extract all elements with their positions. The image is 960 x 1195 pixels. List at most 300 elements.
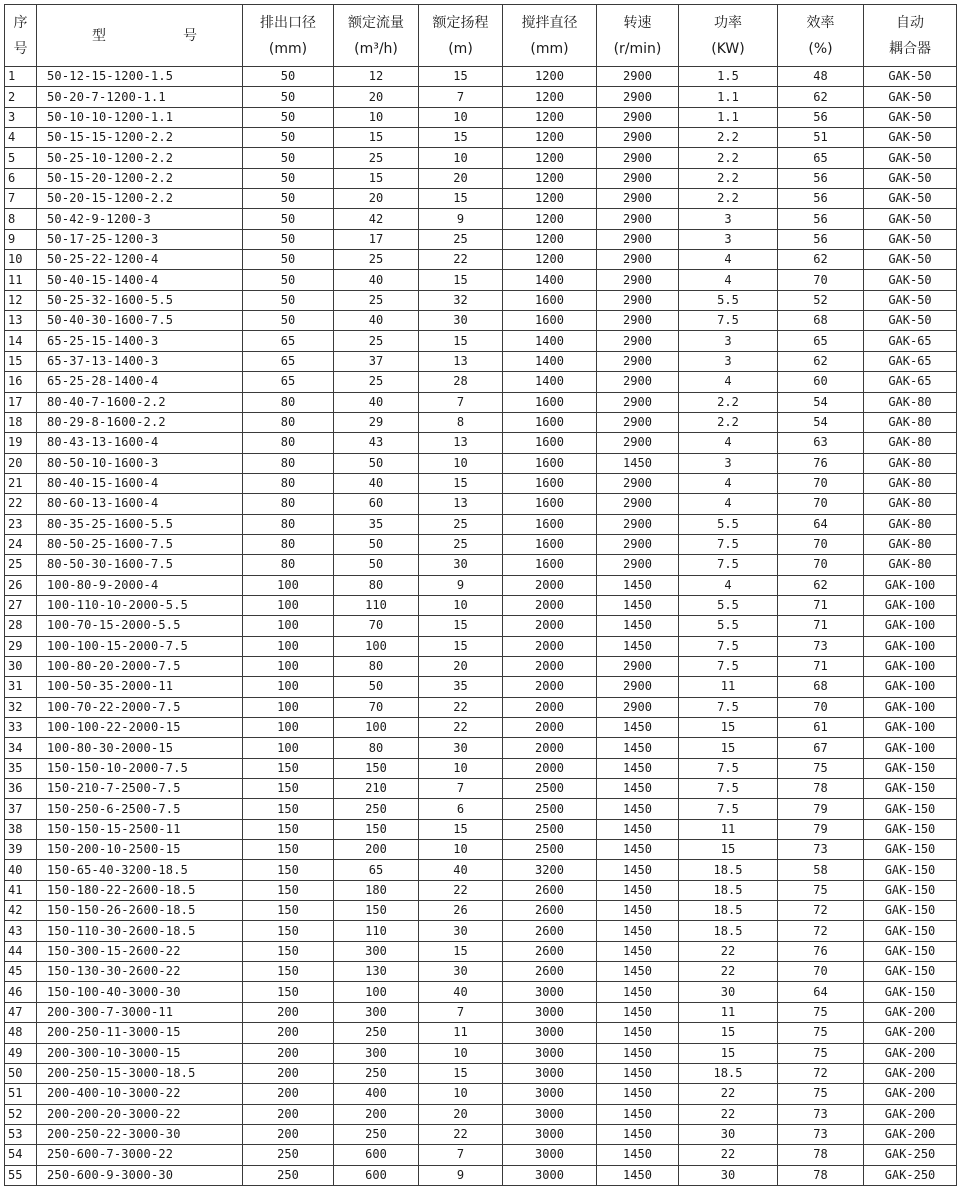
cell-rated-flow: 110 <box>334 921 419 941</box>
cell-outlet-diameter: 200 <box>243 1002 334 1022</box>
table-row <box>5 473 957 493</box>
cell-speed: 1450 <box>597 819 679 839</box>
cell-power: 7.5 <box>679 779 778 799</box>
cell-model: 150-180-22-2600-18.5 <box>37 880 243 900</box>
cell-row-number: 36 <box>5 779 37 799</box>
cell-rated-head: 13 <box>419 351 503 371</box>
cell-rated-flow: 25 <box>334 372 419 392</box>
cell-auto-coupler: GAK-50 <box>864 107 957 127</box>
cell-stirrer-diameter: 3200 <box>503 860 597 880</box>
cell-speed: 2900 <box>597 351 679 371</box>
cell-model: 100-50-35-2000-11 <box>37 677 243 697</box>
cell-row-number: 52 <box>5 1104 37 1124</box>
cell-stirrer-diameter: 1200 <box>503 209 597 229</box>
table-row <box>5 453 957 473</box>
cell-speed: 1450 <box>597 962 679 982</box>
table-row <box>5 1002 957 1022</box>
table-row <box>5 514 957 534</box>
cell-power: 30 <box>679 982 778 1002</box>
cell-power: 18.5 <box>679 880 778 900</box>
cell-auto-coupler: GAK-80 <box>864 494 957 514</box>
cell-rated-flow: 15 <box>334 128 419 148</box>
cell-speed: 1450 <box>597 941 679 961</box>
cell-auto-coupler: GAK-200 <box>864 1023 957 1043</box>
cell-efficiency: 61 <box>778 718 864 738</box>
header-eff-unit: (%) <box>808 40 833 57</box>
cell-model: 150-210-7-2500-7.5 <box>37 779 243 799</box>
cell-rated-flow: 100 <box>334 718 419 738</box>
cell-auto-coupler: GAK-80 <box>864 534 957 554</box>
cell-row-number: 39 <box>5 840 37 860</box>
cell-auto-coupler: GAK-50 <box>864 87 957 107</box>
cell-outlet-diameter: 150 <box>243 880 334 900</box>
cell-power: 15 <box>679 718 778 738</box>
cell-outlet-diameter: 250 <box>243 1145 334 1165</box>
cell-outlet-diameter: 80 <box>243 494 334 514</box>
cell-row-number: 3 <box>5 107 37 127</box>
table-row <box>5 880 957 900</box>
cell-power: 4 <box>679 270 778 290</box>
cell-model: 150-130-30-2600-22 <box>37 962 243 982</box>
cell-outlet-diameter: 80 <box>243 412 334 432</box>
cell-efficiency: 64 <box>778 514 864 534</box>
table-row <box>5 1145 957 1165</box>
cell-auto-coupler: GAK-50 <box>864 67 957 87</box>
header-head-unit: (m) <box>448 40 473 57</box>
cell-row-number: 38 <box>5 819 37 839</box>
cell-outlet-diameter: 100 <box>243 697 334 717</box>
cell-model: 100-100-15-2000-7.5 <box>37 636 243 656</box>
cell-outlet-diameter: 150 <box>243 941 334 961</box>
header-model-char2: 号 <box>183 27 197 44</box>
cell-rated-flow: 150 <box>334 819 419 839</box>
cell-rated-flow: 35 <box>334 514 419 534</box>
table-row <box>5 107 957 127</box>
cell-power: 5.5 <box>679 514 778 534</box>
cell-efficiency: 76 <box>778 453 864 473</box>
table-row <box>5 982 957 1002</box>
cell-auto-coupler: GAK-50 <box>864 148 957 168</box>
cell-speed: 1450 <box>597 595 679 615</box>
cell-speed: 2900 <box>597 392 679 412</box>
cell-power: 5.5 <box>679 595 778 615</box>
cell-auto-coupler: GAK-150 <box>864 901 957 921</box>
table-row <box>5 595 957 615</box>
cell-speed: 2900 <box>597 555 679 575</box>
cell-speed: 1450 <box>597 779 679 799</box>
cell-power: 7.5 <box>679 555 778 575</box>
cell-auto-coupler: GAK-80 <box>864 555 957 575</box>
cell-rated-flow: 300 <box>334 1043 419 1063</box>
cell-rated-head: 9 <box>419 209 503 229</box>
table-row <box>5 412 957 432</box>
cell-power: 1.1 <box>679 107 778 127</box>
cell-model: 50-20-7-1200-1.1 <box>37 87 243 107</box>
cell-rated-flow: 50 <box>334 453 419 473</box>
table-row <box>5 1023 957 1043</box>
cell-power: 18.5 <box>679 860 778 880</box>
cell-rated-flow: 250 <box>334 1023 419 1043</box>
cell-model: 80-40-15-1600-4 <box>37 473 243 493</box>
table-row <box>5 799 957 819</box>
cell-auto-coupler: GAK-150 <box>864 941 957 961</box>
cell-stirrer-diameter: 1600 <box>503 514 597 534</box>
cell-auto-coupler: GAK-100 <box>864 575 957 595</box>
cell-speed: 1450 <box>597 575 679 595</box>
cell-rated-head: 22 <box>419 880 503 900</box>
cell-outlet-diameter: 150 <box>243 819 334 839</box>
cell-stirrer-diameter: 1200 <box>503 250 597 270</box>
cell-rated-head: 8 <box>419 412 503 432</box>
cell-efficiency: 70 <box>778 494 864 514</box>
header-outlet-unit: (mm) <box>268 40 308 57</box>
cell-power: 3 <box>679 229 778 249</box>
cell-auto-coupler: GAK-200 <box>864 1124 957 1144</box>
cell-rated-flow: 210 <box>334 779 419 799</box>
cell-efficiency: 73 <box>778 1124 864 1144</box>
cell-rated-head: 22 <box>419 1124 503 1144</box>
cell-model: 200-200-20-3000-22 <box>37 1104 243 1124</box>
cell-stirrer-diameter: 1600 <box>503 392 597 412</box>
cell-efficiency: 65 <box>778 148 864 168</box>
cell-model: 250-600-9-3000-30 <box>37 1165 243 1185</box>
cell-rated-head: 10 <box>419 148 503 168</box>
cell-efficiency: 56 <box>778 107 864 127</box>
table-row <box>5 1165 957 1185</box>
table-row <box>5 189 957 209</box>
cell-rated-flow: 40 <box>334 270 419 290</box>
cell-stirrer-diameter: 2500 <box>503 819 597 839</box>
cell-power: 22 <box>679 941 778 961</box>
cell-efficiency: 79 <box>778 819 864 839</box>
table-row <box>5 616 957 636</box>
cell-power: 7.5 <box>679 311 778 331</box>
cell-efficiency: 70 <box>778 697 864 717</box>
cell-rated-flow: 100 <box>334 982 419 1002</box>
cell-stirrer-diameter: 1200 <box>503 229 597 249</box>
cell-model: 150-250-6-2500-7.5 <box>37 799 243 819</box>
cell-power: 3 <box>679 453 778 473</box>
cell-model: 150-100-40-3000-30 <box>37 982 243 1002</box>
cell-rated-flow: 20 <box>334 87 419 107</box>
table-row <box>5 1084 957 1104</box>
cell-rated-flow: 25 <box>334 331 419 351</box>
table-row <box>5 840 957 860</box>
cell-row-number: 19 <box>5 433 37 453</box>
header-rated-flow <box>334 5 419 67</box>
cell-model: 100-100-22-2000-15 <box>37 718 243 738</box>
cell-stirrer-diameter: 2500 <box>503 779 597 799</box>
cell-speed: 1450 <box>597 1043 679 1063</box>
cell-stirrer-diameter: 2000 <box>503 738 597 758</box>
cell-outlet-diameter: 150 <box>243 840 334 860</box>
cell-rated-head: 15 <box>419 128 503 148</box>
cell-row-number: 54 <box>5 1145 37 1165</box>
cell-outlet-diameter: 150 <box>243 799 334 819</box>
table-row <box>5 656 957 676</box>
cell-outlet-diameter: 65 <box>243 372 334 392</box>
cell-outlet-diameter: 200 <box>243 1023 334 1043</box>
table-row <box>5 718 957 738</box>
cell-model: 50-15-15-1200-2.2 <box>37 128 243 148</box>
cell-efficiency: 75 <box>778 1043 864 1063</box>
cell-rated-head: 30 <box>419 311 503 331</box>
cell-outlet-diameter: 50 <box>243 107 334 127</box>
cell-stirrer-diameter: 1200 <box>503 148 597 168</box>
cell-outlet-diameter: 250 <box>243 1165 334 1185</box>
cell-auto-coupler: GAK-100 <box>864 656 957 676</box>
cell-outlet-diameter: 50 <box>243 270 334 290</box>
cell-stirrer-diameter: 1600 <box>503 453 597 473</box>
table-row <box>5 555 957 575</box>
cell-row-number: 46 <box>5 982 37 1002</box>
cell-outlet-diameter: 50 <box>243 87 334 107</box>
header-no <box>5 5 37 67</box>
cell-row-number: 47 <box>5 1002 37 1022</box>
cell-rated-flow: 400 <box>334 1084 419 1104</box>
cell-rated-flow: 70 <box>334 697 419 717</box>
cell-outlet-diameter: 100 <box>243 656 334 676</box>
cell-power: 4 <box>679 473 778 493</box>
cell-model: 80-43-13-1600-4 <box>37 433 243 453</box>
cell-rated-head: 6 <box>419 799 503 819</box>
cell-rated-flow: 130 <box>334 962 419 982</box>
cell-speed: 1450 <box>597 1145 679 1165</box>
cell-rated-head: 15 <box>419 331 503 351</box>
cell-outlet-diameter: 50 <box>243 189 334 209</box>
cell-auto-coupler: GAK-150 <box>864 799 957 819</box>
cell-outlet-diameter: 80 <box>243 453 334 473</box>
cell-outlet-diameter: 100 <box>243 595 334 615</box>
cell-efficiency: 72 <box>778 921 864 941</box>
cell-power: 15 <box>679 840 778 860</box>
cell-model: 50-42-9-1200-3 <box>37 209 243 229</box>
cell-efficiency: 73 <box>778 636 864 656</box>
cell-outlet-diameter: 50 <box>243 209 334 229</box>
cell-model: 150-150-15-2500-11 <box>37 819 243 839</box>
cell-row-number: 43 <box>5 921 37 941</box>
cell-stirrer-diameter: 1600 <box>503 412 597 432</box>
cell-outlet-diameter: 50 <box>243 229 334 249</box>
cell-auto-coupler: GAK-80 <box>864 514 957 534</box>
cell-rated-flow: 29 <box>334 412 419 432</box>
cell-auto-coupler: GAK-200 <box>864 1084 957 1104</box>
cell-stirrer-diameter: 1400 <box>503 372 597 392</box>
cell-outlet-diameter: 80 <box>243 514 334 534</box>
cell-power: 30 <box>679 1165 778 1185</box>
cell-outlet-diameter: 50 <box>243 168 334 188</box>
cell-auto-coupler: GAK-150 <box>864 880 957 900</box>
cell-efficiency: 75 <box>778 758 864 778</box>
cell-row-number: 34 <box>5 738 37 758</box>
header-efficiency <box>778 5 864 67</box>
cell-stirrer-diameter: 2600 <box>503 941 597 961</box>
cell-rated-head: 15 <box>419 67 503 87</box>
cell-row-number: 20 <box>5 453 37 473</box>
cell-outlet-diameter: 200 <box>243 1043 334 1063</box>
cell-speed: 2900 <box>597 656 679 676</box>
cell-model: 80-29-8-1600-2.2 <box>37 412 243 432</box>
cell-auto-coupler: GAK-65 <box>864 372 957 392</box>
cell-model: 80-60-13-1600-4 <box>37 494 243 514</box>
cell-model: 50-40-15-1400-4 <box>37 270 243 290</box>
cell-outlet-diameter: 200 <box>243 1124 334 1144</box>
cell-rated-flow: 300 <box>334 1002 419 1022</box>
cell-efficiency: 56 <box>778 229 864 249</box>
cell-auto-coupler: GAK-50 <box>864 168 957 188</box>
cell-power: 2.2 <box>679 148 778 168</box>
header-row <box>5 5 957 67</box>
cell-speed: 1450 <box>597 799 679 819</box>
cell-rated-flow: 42 <box>334 209 419 229</box>
cell-rated-flow: 150 <box>334 758 419 778</box>
header-outlet-title: 排出口径 <box>260 14 316 31</box>
cell-rated-flow: 20 <box>334 189 419 209</box>
cell-efficiency: 73 <box>778 1104 864 1124</box>
cell-rated-flow: 600 <box>334 1165 419 1185</box>
header-head-title: 额定扬程 <box>432 14 489 31</box>
cell-stirrer-diameter: 3000 <box>503 982 597 1002</box>
cell-auto-coupler: GAK-150 <box>864 921 957 941</box>
cell-stirrer-diameter: 1200 <box>503 67 597 87</box>
cell-auto-coupler: GAK-80 <box>864 392 957 412</box>
cell-efficiency: 70 <box>778 270 864 290</box>
table-row <box>5 697 957 717</box>
cell-rated-flow: 40 <box>334 392 419 412</box>
cell-speed: 2900 <box>597 270 679 290</box>
header-power-unit: (KW) <box>711 40 745 57</box>
cell-power: 2.2 <box>679 128 778 148</box>
header-outlet-diameter <box>243 5 334 67</box>
cell-row-number: 27 <box>5 595 37 615</box>
cell-stirrer-diameter: 3000 <box>503 1124 597 1144</box>
cell-rated-flow: 250 <box>334 799 419 819</box>
cell-row-number: 26 <box>5 575 37 595</box>
cell-outlet-diameter: 65 <box>243 331 334 351</box>
cell-efficiency: 58 <box>778 860 864 880</box>
cell-rated-flow: 200 <box>334 840 419 860</box>
header-speed-unit: (r/min) <box>613 40 662 57</box>
cell-efficiency: 62 <box>778 575 864 595</box>
cell-efficiency: 78 <box>778 1145 864 1165</box>
cell-rated-flow: 180 <box>334 880 419 900</box>
cell-rated-head: 13 <box>419 494 503 514</box>
cell-row-number: 37 <box>5 799 37 819</box>
cell-stirrer-diameter: 1600 <box>503 473 597 493</box>
cell-row-number: 35 <box>5 758 37 778</box>
cell-outlet-diameter: 200 <box>243 1104 334 1124</box>
cell-efficiency: 51 <box>778 128 864 148</box>
cell-auto-coupler: GAK-150 <box>864 860 957 880</box>
cell-model: 150-200-10-2500-15 <box>37 840 243 860</box>
cell-row-number: 25 <box>5 555 37 575</box>
cell-auto-coupler: GAK-200 <box>864 1002 957 1022</box>
table-row <box>5 1043 957 1063</box>
header-speed-title: 转速 <box>623 14 652 31</box>
cell-model: 50-10-10-1200-1.1 <box>37 107 243 127</box>
cell-speed: 1450 <box>597 738 679 758</box>
cell-auto-coupler: GAK-150 <box>864 982 957 1002</box>
cell-auto-coupler: GAK-50 <box>864 270 957 290</box>
cell-model: 80-35-25-1600-5.5 <box>37 514 243 534</box>
cell-stirrer-diameter: 2000 <box>503 718 597 738</box>
cell-efficiency: 71 <box>778 616 864 636</box>
cell-stirrer-diameter: 3000 <box>503 1063 597 1083</box>
cell-rated-head: 10 <box>419 107 503 127</box>
cell-rated-head: 9 <box>419 575 503 595</box>
table-row <box>5 372 957 392</box>
cell-rated-flow: 70 <box>334 616 419 636</box>
cell-row-number: 5 <box>5 148 37 168</box>
cell-rated-head: 35 <box>419 677 503 697</box>
cell-stirrer-diameter: 2500 <box>503 840 597 860</box>
cell-power: 22 <box>679 1145 778 1165</box>
table-row <box>5 901 957 921</box>
cell-efficiency: 64 <box>778 982 864 1002</box>
cell-model: 65-37-13-1400-3 <box>37 351 243 371</box>
cell-rated-flow: 10 <box>334 107 419 127</box>
cell-model: 80-50-25-1600-7.5 <box>37 534 243 554</box>
cell-auto-coupler: GAK-200 <box>864 1063 957 1083</box>
cell-speed: 2900 <box>597 677 679 697</box>
cell-rated-flow: 25 <box>334 148 419 168</box>
cell-efficiency: 72 <box>778 901 864 921</box>
cell-speed: 1450 <box>597 1104 679 1124</box>
cell-stirrer-diameter: 1200 <box>503 168 597 188</box>
cell-row-number: 7 <box>5 189 37 209</box>
cell-power: 1.5 <box>679 67 778 87</box>
cell-outlet-diameter: 50 <box>243 128 334 148</box>
cell-row-number: 17 <box>5 392 37 412</box>
cell-row-number: 2 <box>5 87 37 107</box>
table-row <box>5 270 957 290</box>
cell-efficiency: 71 <box>778 656 864 676</box>
cell-rated-flow: 60 <box>334 494 419 514</box>
table-row <box>5 677 957 697</box>
table-row <box>5 351 957 371</box>
cell-stirrer-diameter: 1200 <box>503 189 597 209</box>
cell-power: 4 <box>679 494 778 514</box>
cell-rated-head: 25 <box>419 534 503 554</box>
cell-rated-flow: 15 <box>334 168 419 188</box>
cell-rated-flow: 17 <box>334 229 419 249</box>
cell-stirrer-diameter: 2000 <box>503 656 597 676</box>
cell-outlet-diameter: 80 <box>243 473 334 493</box>
cell-row-number: 15 <box>5 351 37 371</box>
cell-stirrer-diameter: 2600 <box>503 880 597 900</box>
cell-rated-head: 13 <box>419 433 503 453</box>
cell-rated-head: 25 <box>419 229 503 249</box>
table-row <box>5 738 957 758</box>
cell-speed: 2900 <box>597 514 679 534</box>
cell-rated-head: 22 <box>419 250 503 270</box>
cell-rated-head: 15 <box>419 1063 503 1083</box>
cell-row-number: 28 <box>5 616 37 636</box>
cell-power: 15 <box>679 1023 778 1043</box>
cell-row-number: 24 <box>5 534 37 554</box>
cell-outlet-diameter: 80 <box>243 433 334 453</box>
cell-speed: 1450 <box>597 1084 679 1104</box>
cell-outlet-diameter: 100 <box>243 636 334 656</box>
cell-rated-head: 28 <box>419 372 503 392</box>
table-row <box>5 1063 957 1083</box>
cell-model: 150-300-15-2600-22 <box>37 941 243 961</box>
cell-auto-coupler: GAK-80 <box>864 473 957 493</box>
cell-efficiency: 67 <box>778 738 864 758</box>
cell-speed: 1450 <box>597 453 679 473</box>
cell-power: 7.5 <box>679 697 778 717</box>
table-row <box>5 331 957 351</box>
